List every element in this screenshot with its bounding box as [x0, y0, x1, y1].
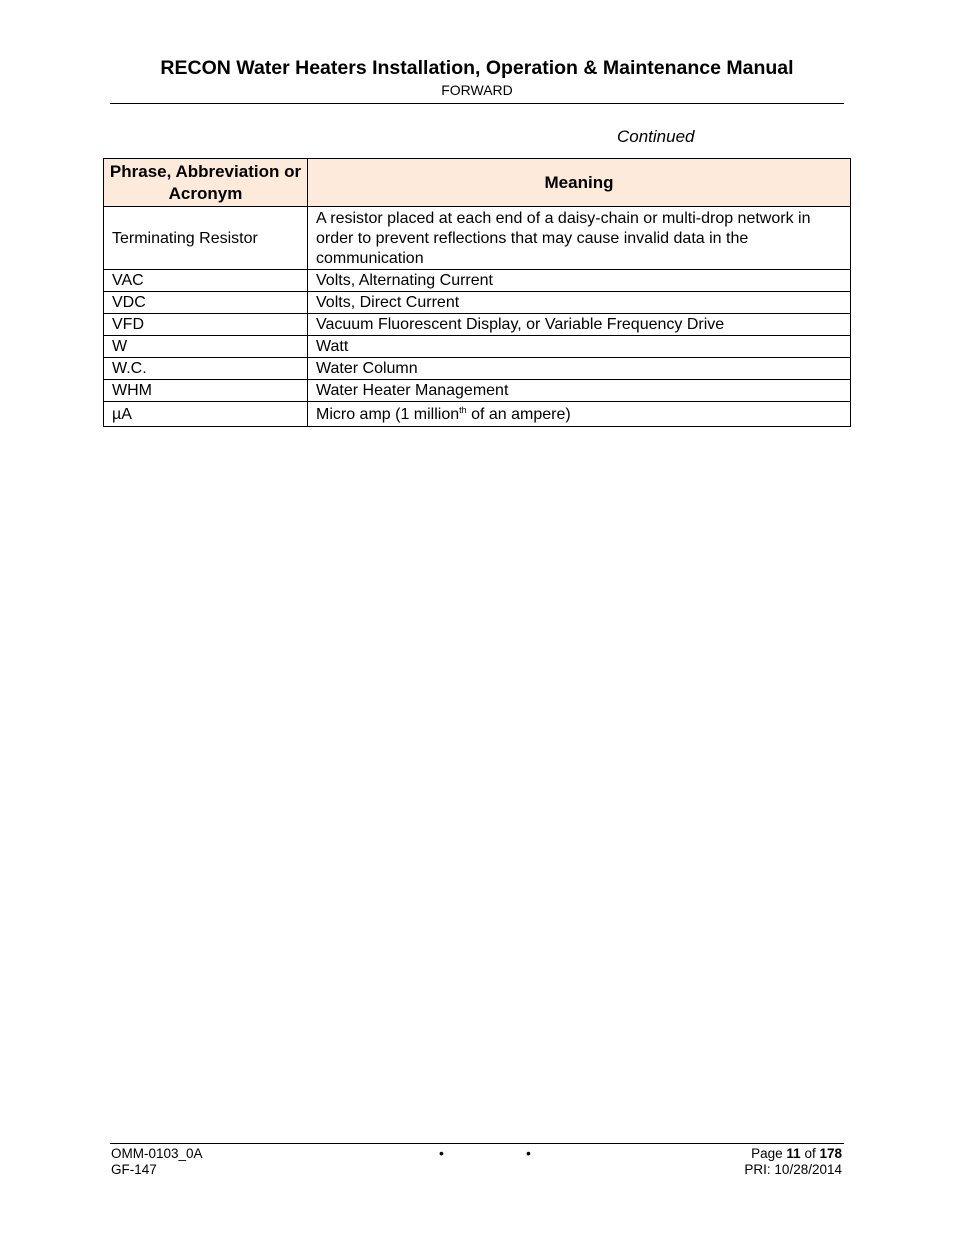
ordinal-superscript: th: [459, 404, 467, 415]
meaning-cell: Volts, Direct Current: [308, 292, 851, 314]
revision-date: PRI: 10/28/2014: [744, 1162, 842, 1177]
document-number: OMM-0103_0A: [111, 1146, 203, 1161]
term-cell: WHM: [104, 380, 308, 402]
term-cell: W: [104, 336, 308, 358]
term-cell: VAC: [104, 270, 308, 292]
footer-bullet: •: [526, 1145, 531, 1161]
table-row: [104, 207, 851, 270]
meaning-cell: Watt: [308, 336, 851, 358]
footer-left: [111, 1146, 203, 1178]
total-pages: 178: [819, 1146, 842, 1161]
meaning-text: Micro amp (1 million: [316, 405, 460, 423]
page-number: [744, 1146, 842, 1162]
page-label: Page: [751, 1146, 787, 1161]
term-cell: Terminating Resistor: [104, 207, 308, 270]
meaning-cell: Water Heater Management: [308, 380, 851, 402]
section-name: FORWARD: [441, 82, 513, 98]
document-title: RECON Water Heaters Installation, Operation & Maintenance Manual: [160, 57, 794, 79]
footer-divider: [110, 1143, 844, 1144]
page-header: [110, 56, 844, 99]
abbreviations-table: [103, 158, 851, 427]
meaning-cell: Water Column: [308, 358, 851, 380]
term-cell: VFD: [104, 314, 308, 336]
table-row: [104, 336, 851, 358]
current-page: 11: [786, 1146, 801, 1161]
table-row: [104, 402, 851, 427]
table-row: [104, 270, 851, 292]
column-header-meaning: Meaning: [308, 159, 851, 207]
table-row: [104, 380, 851, 402]
meaning-cell: A resistor placed at each end of a daisy-chain or multi-drop network in order to prevent reflections that may cause invalid data in the communication: [308, 207, 851, 270]
meaning-cell: Vacuum Fluorescent Display, or Variable Frequency Drive: [308, 314, 851, 336]
header-divider: [110, 103, 844, 104]
continued-label: Continued: [617, 127, 695, 146]
footer-right: [744, 1146, 842, 1178]
column-header-term: Phrase, Abbreviation or Acronym: [104, 159, 308, 207]
form-number: GF-147: [111, 1162, 157, 1177]
term-cell: W.C.: [104, 358, 308, 380]
meaning-cell: Volts, Alternating Current: [308, 270, 851, 292]
table-row: [104, 292, 851, 314]
table-header-row: [104, 159, 851, 207]
term-cell: µA: [104, 402, 308, 427]
page-of-label: of: [800, 1146, 820, 1161]
table-row: [104, 358, 851, 380]
table-row: [104, 314, 851, 336]
footer-bullet: •: [439, 1145, 444, 1161]
meaning-cell: [308, 402, 851, 427]
term-cell: VDC: [104, 292, 308, 314]
meaning-text: of an ampere): [466, 405, 571, 423]
